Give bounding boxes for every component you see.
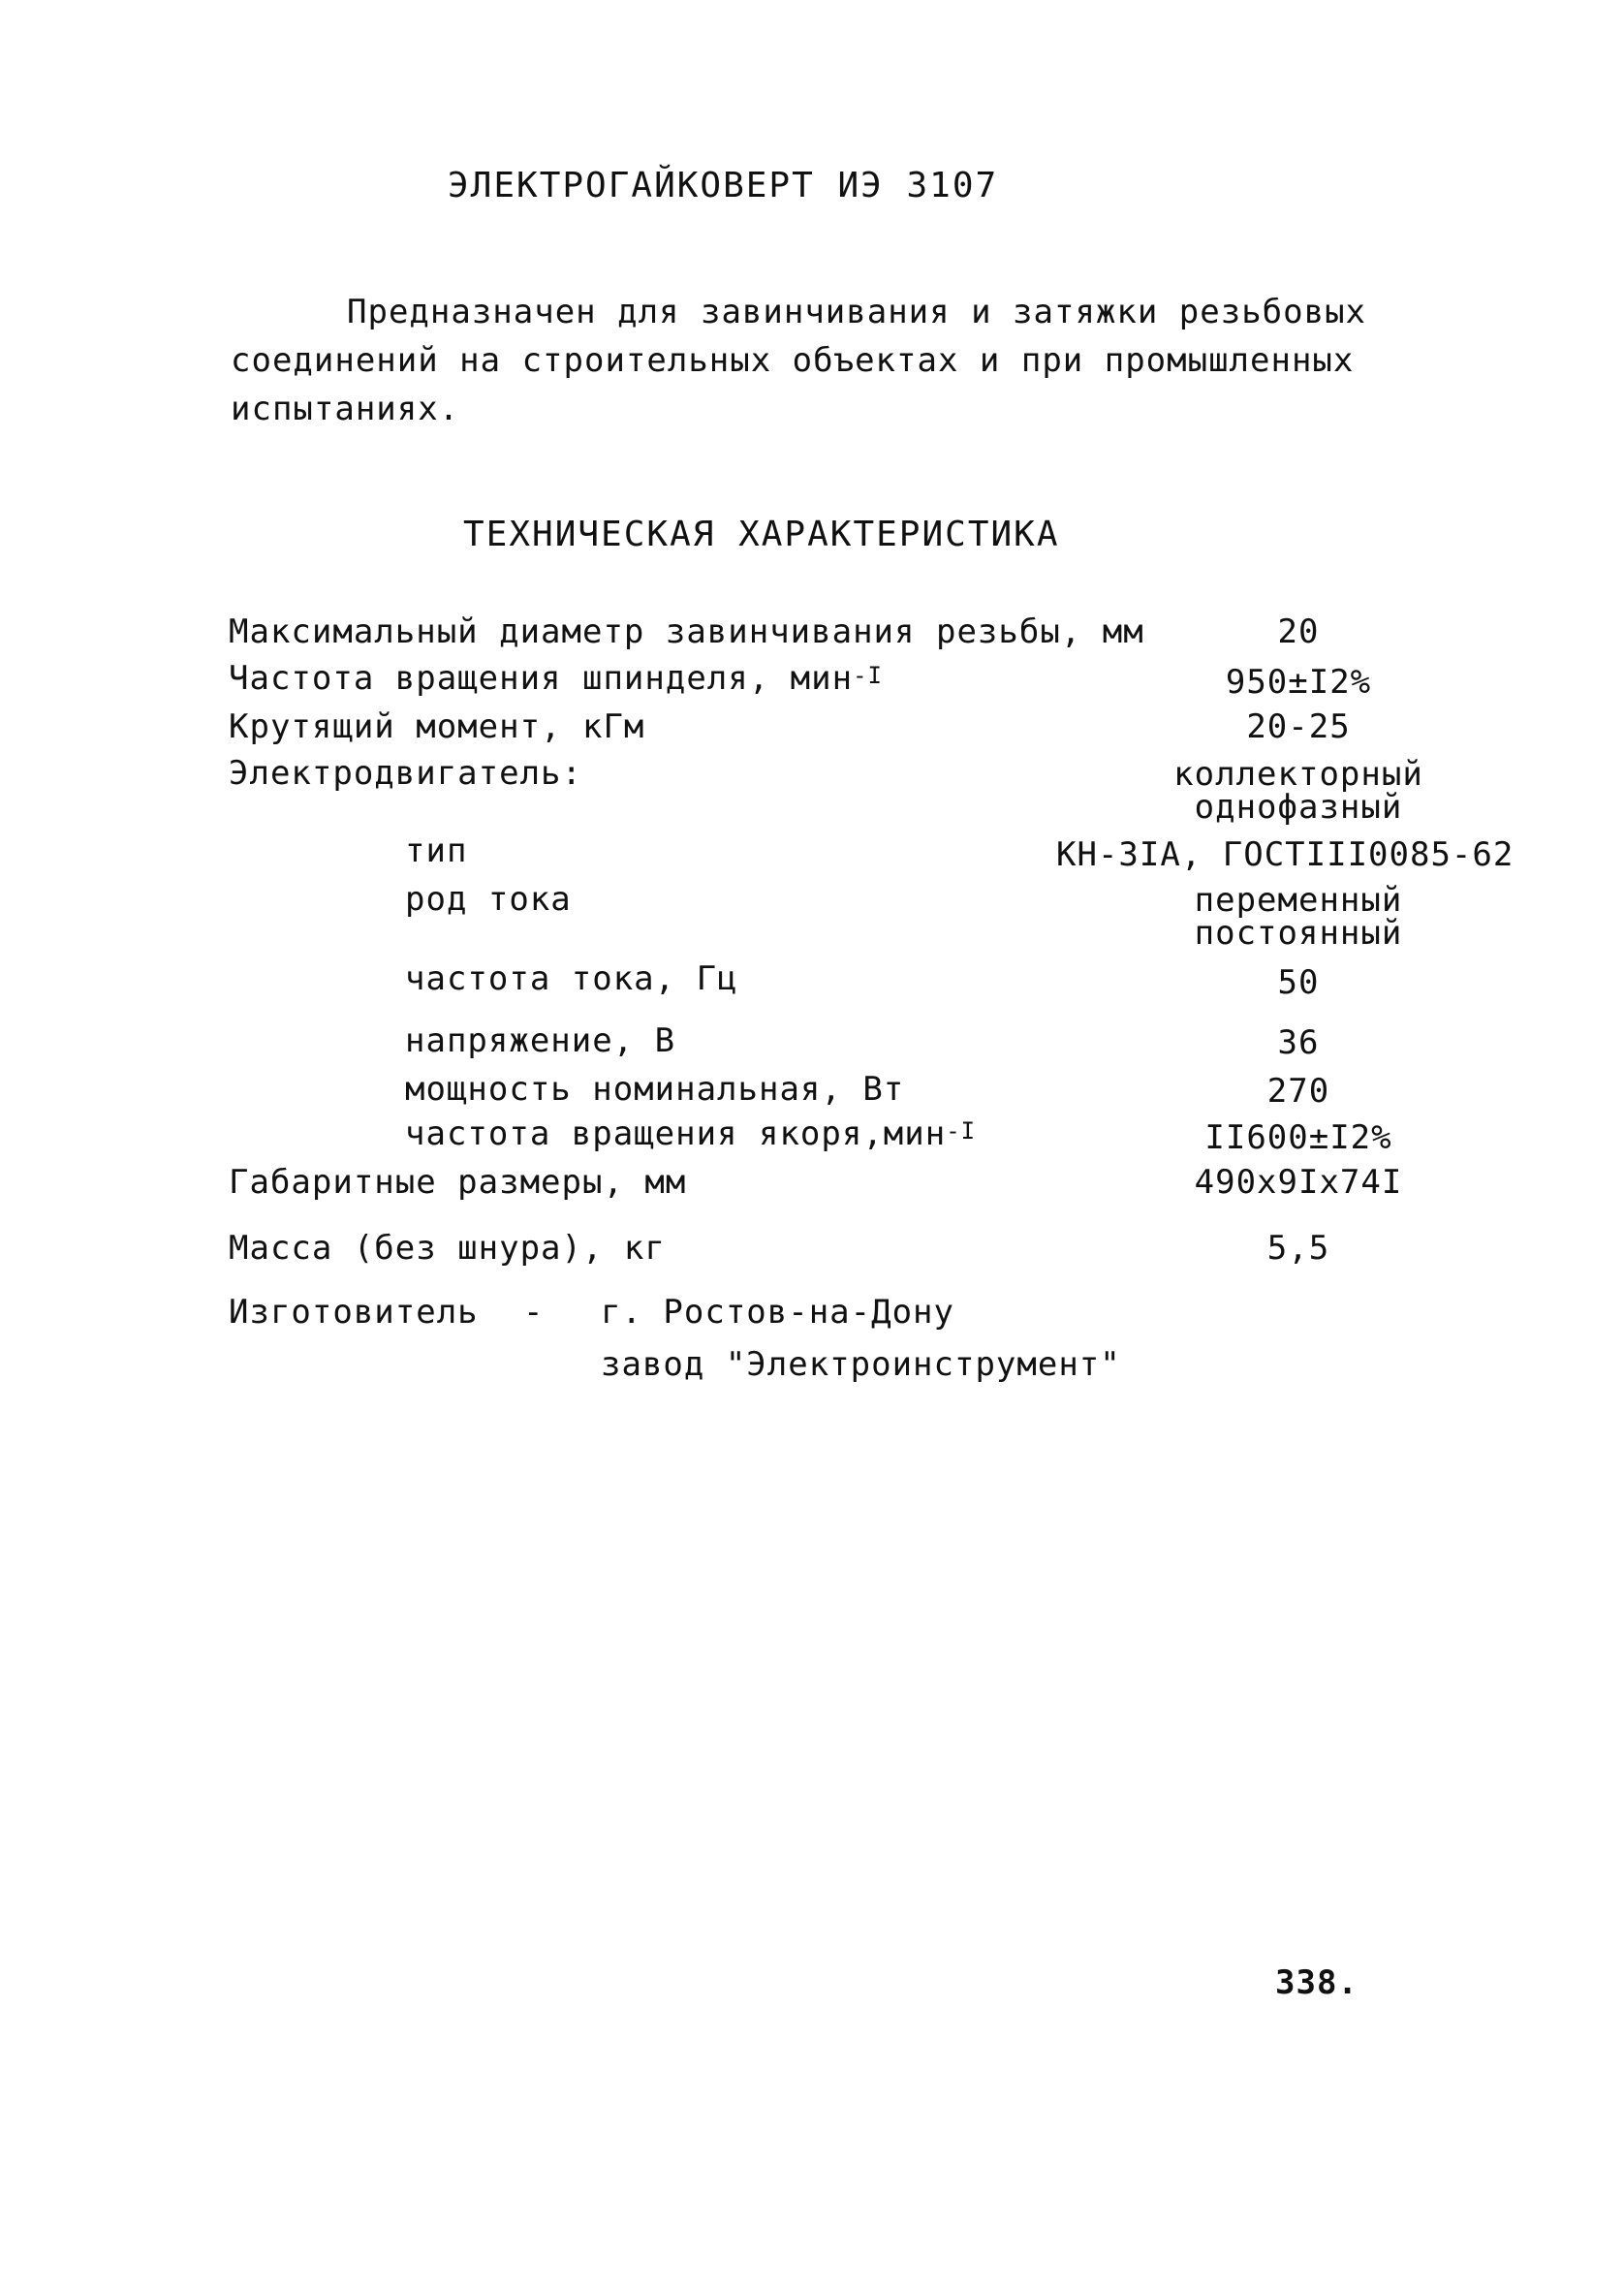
spec-value-voltage: 36: [1277, 1023, 1320, 1062]
spec-value-max-diameter: 20: [1277, 612, 1320, 651]
spec-value-mass: 5,5: [1266, 1229, 1330, 1268]
manufacturer-dash: -: [523, 1293, 545, 1332]
spec-label-motor: Электродвигатель:: [229, 754, 582, 793]
superscript: -I: [946, 1117, 977, 1145]
spec-label-armature-speed: частота вращения якоря,мин$^{-I}$: [405, 1114, 977, 1153]
page-number: 338.: [1275, 1963, 1359, 2002]
purpose-line-1: Предназначен для завинчивания и затяжки резьбовых: [347, 293, 1367, 331]
spec-value-power: 270: [1266, 1072, 1330, 1111]
section-title: ТЕХНИЧЕСКАЯ ХАРАКТЕРИСТИКА: [463, 515, 1060, 554]
spec-label-power: мощность номинальная, Вт: [405, 1070, 905, 1109]
spec-value-motor-line2: однофазный: [1194, 788, 1403, 827]
manufacturer-label: Изготовитель: [229, 1293, 479, 1332]
spec-value-current-kind-line1: переменный: [1194, 881, 1403, 920]
document-title: ЭЛЕКТРОГАЙКОВЕРТ ИЭ 3107: [448, 166, 999, 205]
superscript: -I: [853, 662, 883, 689]
spec-label-dimensions: Габаритные размеры, мм: [229, 1163, 687, 1202]
spec-value-dimensions: 490х9Iх74I: [1194, 1163, 1403, 1202]
spec-label-spindle-speed: Частота вращения шпинделя, мин$^{-I}$: [229, 659, 883, 698]
spec-value-spindle-speed: 950±I2%: [1225, 663, 1372, 702]
spec-label-mass: Масса (без шнура), кг: [229, 1229, 666, 1268]
spec-label-max-diameter: Максимальный диаметр завинчивания резьбы, мм: [229, 612, 1144, 651]
manufacturer-city: г. Ростов-на-Дону: [601, 1293, 954, 1332]
spec-value-armature-speed: II600±I2%: [1204, 1118, 1392, 1157]
spec-label-frequency: частота тока, Гц: [405, 959, 738, 998]
purpose-line-3: испытаниях.: [231, 390, 460, 428]
manufacturer-plant: завод "Электроинструмент": [601, 1345, 1121, 1384]
spec-value-motor-line1: коллекторный: [1173, 755, 1423, 794]
spec-value-torque: 20-25: [1246, 707, 1351, 746]
spec-value-frequency: 50: [1277, 963, 1320, 1002]
spec-label-current-kind: род тока: [405, 880, 572, 919]
purpose-line-2: соединений на строительных объектах и при промышленных: [231, 341, 1355, 380]
spec-label-torque: Крутящий момент, кГм: [229, 707, 645, 746]
spec-label-voltage: напряжение, В: [405, 1021, 676, 1060]
spec-value-current-kind-line2: постоянный: [1194, 914, 1403, 953]
spec-label-type: тип: [405, 831, 468, 870]
spec-value-type: КН-3IА, ГОСТIII0085-62: [1056, 835, 1515, 874]
